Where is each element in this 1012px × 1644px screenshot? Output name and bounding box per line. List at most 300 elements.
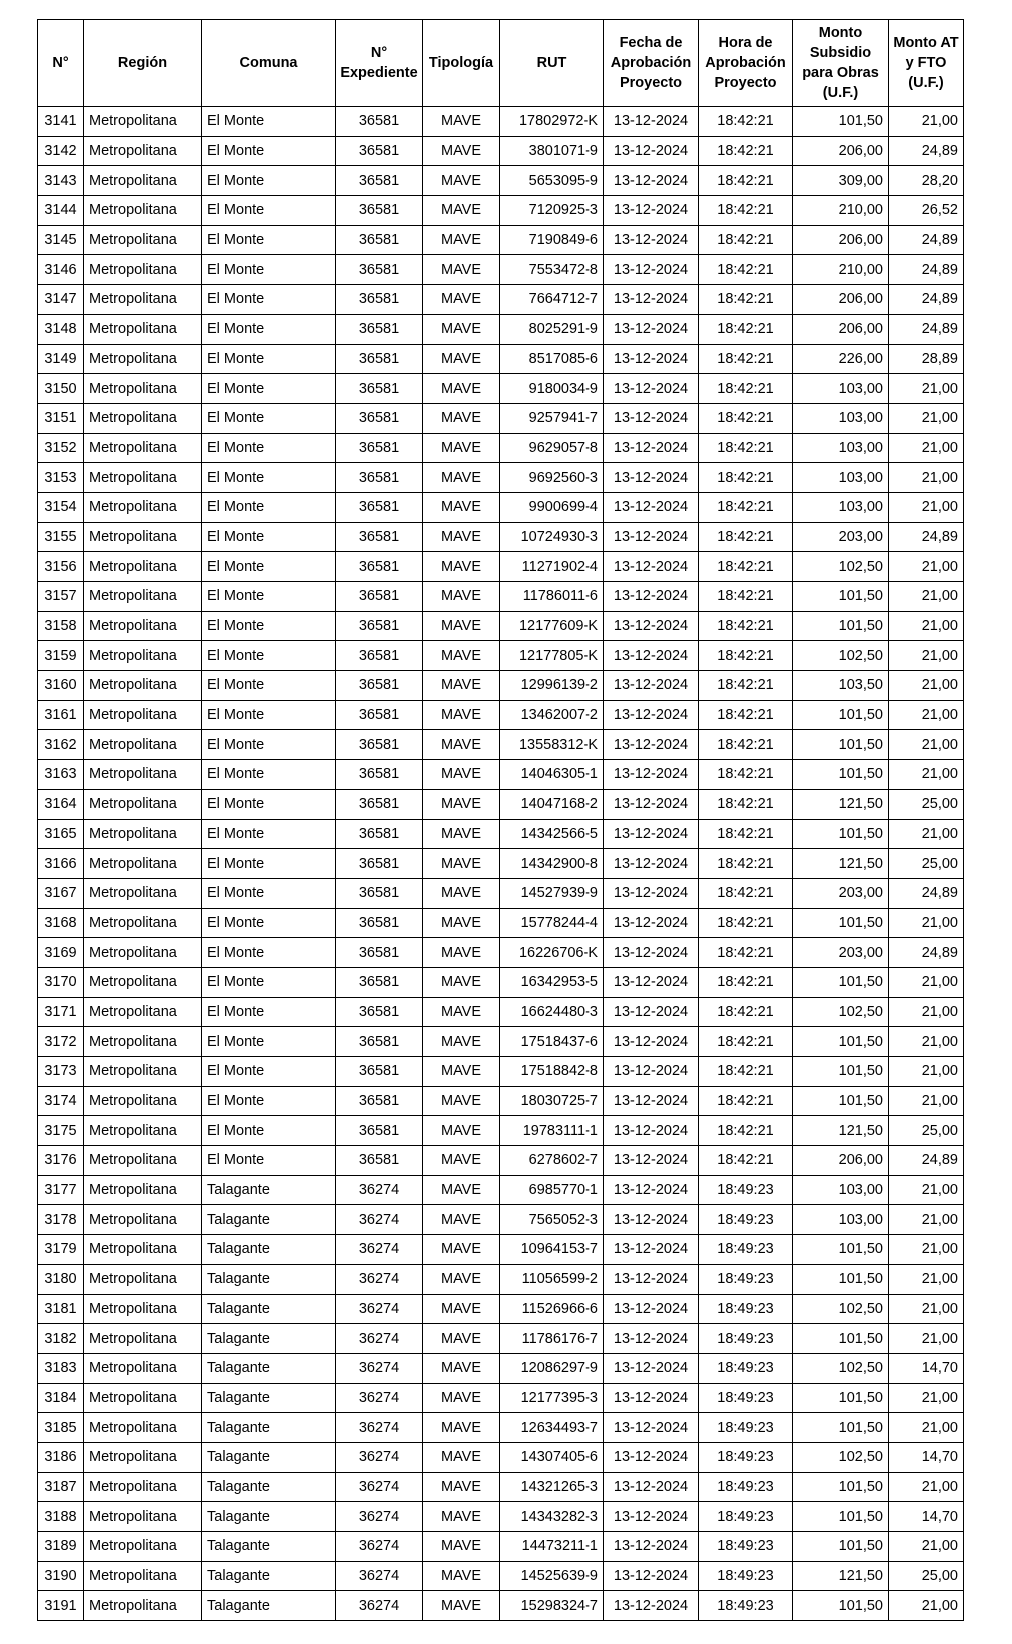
cell-hora: 18:49:23: [699, 1502, 793, 1532]
table-row: [38, 611, 964, 641]
cell-hora: 18:42:21: [699, 225, 793, 255]
cell-monto-obras: 101,50: [793, 908, 889, 938]
cell-rut: 15298324-7: [500, 1591, 604, 1621]
cell-hora: 18:42:21: [699, 700, 793, 730]
cell-rut: 17518842-8: [500, 1057, 604, 1087]
cell-tipologia: MAVE: [423, 1591, 500, 1621]
cell-numero: 3159: [38, 641, 84, 671]
cell-expediente: 36581: [336, 552, 423, 582]
cell-fecha: 13-12-2024: [604, 552, 699, 582]
cell-fecha: 13-12-2024: [604, 1591, 699, 1621]
cell-hora: 18:42:21: [699, 849, 793, 879]
cell-monto-obras: 101,50: [793, 730, 889, 760]
cell-tipologia: MAVE: [423, 285, 500, 315]
cell-monto-obras: 206,00: [793, 136, 889, 166]
cell-region: Metropolitana: [84, 433, 202, 463]
cell-comuna: El Monte: [202, 552, 336, 582]
table-row: [38, 1175, 964, 1205]
cell-monto-at-fto: 14,70: [889, 1353, 964, 1383]
cell-monto-at-fto: 24,89: [889, 938, 964, 968]
cell-monto-obras: 210,00: [793, 255, 889, 285]
cell-numero: 3155: [38, 522, 84, 552]
cell-region: Metropolitana: [84, 344, 202, 374]
cell-monto-at-fto: 24,89: [889, 878, 964, 908]
header-row: [38, 20, 964, 107]
cell-monto-obras: 121,50: [793, 1116, 889, 1146]
cell-fecha: 13-12-2024: [604, 1324, 699, 1354]
cell-tipologia: MAVE: [423, 1353, 500, 1383]
cell-fecha: 13-12-2024: [604, 1057, 699, 1087]
table-row: [38, 938, 964, 968]
cell-monto-at-fto: 28,20: [889, 166, 964, 196]
cell-region: Metropolitana: [84, 938, 202, 968]
cell-monto-at-fto: 21,00: [889, 1294, 964, 1324]
cell-monto-obras: 103,00: [793, 403, 889, 433]
cell-hora: 18:42:21: [699, 285, 793, 315]
cell-monto-obras: 102,50: [793, 552, 889, 582]
cell-fecha: 13-12-2024: [604, 1146, 699, 1176]
cell-tipologia: MAVE: [423, 1205, 500, 1235]
cell-monto-at-fto: 21,00: [889, 1532, 964, 1562]
cell-expediente: 36581: [336, 1116, 423, 1146]
cell-hora: 18:42:21: [699, 344, 793, 374]
cell-tipologia: MAVE: [423, 1057, 500, 1087]
cell-monto-at-fto: 24,89: [889, 522, 964, 552]
cell-monto-obras: 101,50: [793, 700, 889, 730]
cell-monto-at-fto: 21,00: [889, 1057, 964, 1087]
cell-comuna: El Monte: [202, 1027, 336, 1057]
cell-numero: 3170: [38, 967, 84, 997]
cell-fecha: 13-12-2024: [604, 403, 699, 433]
cell-comuna: El Monte: [202, 285, 336, 315]
cell-region: Metropolitana: [84, 374, 202, 404]
cell-rut: 7664712-7: [500, 285, 604, 315]
cell-comuna: Talagante: [202, 1442, 336, 1472]
cell-fecha: 13-12-2024: [604, 1235, 699, 1265]
cell-fecha: 13-12-2024: [604, 374, 699, 404]
header-hora: Hora de Aprobación Proyecto: [699, 20, 793, 107]
cell-fecha: 13-12-2024: [604, 463, 699, 493]
cell-monto-obras: 101,50: [793, 1383, 889, 1413]
cell-expediente: 36581: [336, 671, 423, 701]
cell-region: Metropolitana: [84, 136, 202, 166]
cell-expediente: 36581: [336, 285, 423, 315]
cell-monto-obras: 103,50: [793, 671, 889, 701]
cell-rut: 13558312-K: [500, 730, 604, 760]
cell-region: Metropolitana: [84, 285, 202, 315]
cell-monto-obras: 103,00: [793, 492, 889, 522]
cell-region: Metropolitana: [84, 463, 202, 493]
cell-fecha: 13-12-2024: [604, 285, 699, 315]
cell-expediente: 36581: [336, 166, 423, 196]
cell-comuna: Talagante: [202, 1591, 336, 1621]
cell-hora: 18:49:23: [699, 1413, 793, 1443]
cell-rut: 14527939-9: [500, 878, 604, 908]
cell-region: Metropolitana: [84, 582, 202, 612]
cell-fecha: 13-12-2024: [604, 1205, 699, 1235]
cell-tipologia: MAVE: [423, 1146, 500, 1176]
cell-rut: 15778244-4: [500, 908, 604, 938]
table-row: [38, 1057, 964, 1087]
cell-region: Metropolitana: [84, 700, 202, 730]
cell-tipologia: MAVE: [423, 1175, 500, 1205]
cell-expediente: 36274: [336, 1413, 423, 1443]
cell-region: Metropolitana: [84, 314, 202, 344]
cell-numero: 3145: [38, 225, 84, 255]
cell-fecha: 13-12-2024: [604, 1383, 699, 1413]
cell-rut: 16624480-3: [500, 997, 604, 1027]
cell-comuna: El Monte: [202, 107, 336, 137]
cell-monto-at-fto: 25,00: [889, 1116, 964, 1146]
cell-monto-at-fto: 21,00: [889, 611, 964, 641]
header-region: Región: [84, 20, 202, 107]
cell-monto-obras: 121,50: [793, 789, 889, 819]
cell-hora: 18:49:23: [699, 1264, 793, 1294]
cell-fecha: 13-12-2024: [604, 760, 699, 790]
cell-monto-at-fto: 21,00: [889, 671, 964, 701]
cell-tipologia: MAVE: [423, 938, 500, 968]
cell-region: Metropolitana: [84, 760, 202, 790]
cell-monto-obras: 101,50: [793, 1086, 889, 1116]
cell-comuna: Talagante: [202, 1175, 336, 1205]
cell-comuna: El Monte: [202, 1057, 336, 1087]
cell-tipologia: MAVE: [423, 700, 500, 730]
cell-tipologia: MAVE: [423, 492, 500, 522]
cell-fecha: 13-12-2024: [604, 1413, 699, 1443]
cell-hora: 18:42:21: [699, 819, 793, 849]
cell-tipologia: MAVE: [423, 849, 500, 879]
cell-tipologia: MAVE: [423, 107, 500, 137]
table-row: [38, 1294, 964, 1324]
cell-region: Metropolitana: [84, 1086, 202, 1116]
cell-expediente: 36274: [336, 1353, 423, 1383]
subsidy-table: [37, 19, 964, 1621]
cell-monto-at-fto: 21,00: [889, 374, 964, 404]
cell-expediente: 36581: [336, 641, 423, 671]
cell-hora: 18:49:23: [699, 1383, 793, 1413]
cell-expediente: 36581: [336, 938, 423, 968]
cell-monto-at-fto: 24,89: [889, 136, 964, 166]
cell-fecha: 13-12-2024: [604, 314, 699, 344]
cell-rut: 11786011-6: [500, 582, 604, 612]
table-row: [38, 463, 964, 493]
cell-region: Metropolitana: [84, 225, 202, 255]
cell-monto-obras: 102,50: [793, 1442, 889, 1472]
cell-expediente: 36581: [336, 196, 423, 226]
table-row: [38, 997, 964, 1027]
cell-fecha: 13-12-2024: [604, 522, 699, 552]
cell-monto-obras: 101,50: [793, 1591, 889, 1621]
cell-fecha: 13-12-2024: [604, 1472, 699, 1502]
cell-fecha: 13-12-2024: [604, 582, 699, 612]
cell-expediente: 36581: [336, 760, 423, 790]
cell-fecha: 13-12-2024: [604, 196, 699, 226]
cell-hora: 18:42:21: [699, 582, 793, 612]
cell-region: Metropolitana: [84, 1561, 202, 1591]
cell-numero: 3166: [38, 849, 84, 879]
cell-region: Metropolitana: [84, 1532, 202, 1562]
cell-numero: 3178: [38, 1205, 84, 1235]
cell-comuna: Talagante: [202, 1413, 336, 1443]
cell-hora: 18:49:23: [699, 1294, 793, 1324]
cell-fecha: 13-12-2024: [604, 997, 699, 1027]
cell-monto-at-fto: 21,00: [889, 492, 964, 522]
cell-monto-obras: 121,50: [793, 849, 889, 879]
cell-hora: 18:42:21: [699, 403, 793, 433]
cell-numero: 3174: [38, 1086, 84, 1116]
cell-monto-at-fto: 21,00: [889, 1413, 964, 1443]
cell-hora: 18:42:21: [699, 997, 793, 1027]
cell-tipologia: MAVE: [423, 1502, 500, 1532]
cell-monto-at-fto: 25,00: [889, 1561, 964, 1591]
table-row: [38, 492, 964, 522]
cell-rut: 14342566-5: [500, 819, 604, 849]
cell-numero: 3161: [38, 700, 84, 730]
cell-numero: 3183: [38, 1353, 84, 1383]
cell-monto-obras: 102,50: [793, 1294, 889, 1324]
cell-monto-at-fto: 21,00: [889, 819, 964, 849]
table-row: [38, 1116, 964, 1146]
cell-numero: 3156: [38, 552, 84, 582]
cell-numero: 3179: [38, 1235, 84, 1265]
cell-tipologia: MAVE: [423, 641, 500, 671]
cell-numero: 3173: [38, 1057, 84, 1087]
cell-monto-obras: 206,00: [793, 285, 889, 315]
cell-monto-at-fto: 28,89: [889, 344, 964, 374]
cell-monto-at-fto: 21,00: [889, 730, 964, 760]
cell-hora: 18:42:21: [699, 611, 793, 641]
cell-comuna: El Monte: [202, 967, 336, 997]
cell-monto-obras: 101,50: [793, 1235, 889, 1265]
cell-comuna: Talagante: [202, 1502, 336, 1532]
cell-tipologia: MAVE: [423, 552, 500, 582]
cell-expediente: 36581: [336, 582, 423, 612]
cell-monto-at-fto: 26,52: [889, 196, 964, 226]
cell-expediente: 36274: [336, 1383, 423, 1413]
table-row: [38, 1353, 964, 1383]
cell-rut: 8517085-6: [500, 344, 604, 374]
table-row: [38, 403, 964, 433]
cell-region: Metropolitana: [84, 1027, 202, 1057]
cell-monto-at-fto: 21,00: [889, 997, 964, 1027]
cell-region: Metropolitana: [84, 107, 202, 137]
cell-comuna: Talagante: [202, 1264, 336, 1294]
cell-expediente: 36581: [336, 789, 423, 819]
table-row: [38, 344, 964, 374]
cell-numero: 3164: [38, 789, 84, 819]
cell-rut: 9692560-3: [500, 463, 604, 493]
cell-region: Metropolitana: [84, 1146, 202, 1176]
cell-hora: 18:42:21: [699, 1057, 793, 1087]
table-row: [38, 789, 964, 819]
cell-expediente: 36581: [336, 611, 423, 641]
cell-numero: 3152: [38, 433, 84, 463]
cell-numero: 3157: [38, 582, 84, 612]
cell-numero: 3143: [38, 166, 84, 196]
cell-fecha: 13-12-2024: [604, 1086, 699, 1116]
cell-rut: 12996139-2: [500, 671, 604, 701]
cell-expediente: 36581: [336, 403, 423, 433]
cell-monto-obras: 203,00: [793, 878, 889, 908]
cell-hora: 18:42:21: [699, 196, 793, 226]
cell-expediente: 36274: [336, 1235, 423, 1265]
table-row: [38, 1205, 964, 1235]
cell-comuna: El Monte: [202, 492, 336, 522]
cell-comuna: El Monte: [202, 938, 336, 968]
cell-expediente: 36274: [336, 1502, 423, 1532]
table-row: [38, 967, 964, 997]
cell-monto-obras: 206,00: [793, 225, 889, 255]
cell-monto-obras: 203,00: [793, 938, 889, 968]
cell-hora: 18:49:23: [699, 1324, 793, 1354]
cell-monto-at-fto: 21,00: [889, 1027, 964, 1057]
cell-tipologia: MAVE: [423, 522, 500, 552]
cell-numero: 3141: [38, 107, 84, 137]
cell-rut: 17518437-6: [500, 1027, 604, 1057]
cell-expediente: 36581: [336, 344, 423, 374]
cell-rut: 9629057-8: [500, 433, 604, 463]
header-tipologia: Tipología: [423, 20, 500, 107]
cell-rut: 19783111-1: [500, 1116, 604, 1146]
cell-fecha: 13-12-2024: [604, 849, 699, 879]
cell-monto-obras: 101,50: [793, 1532, 889, 1562]
cell-fecha: 13-12-2024: [604, 700, 699, 730]
cell-monto-obras: 206,00: [793, 1146, 889, 1176]
cell-rut: 18030725-7: [500, 1086, 604, 1116]
cell-monto-at-fto: 25,00: [889, 849, 964, 879]
table-header: [38, 20, 964, 107]
cell-monto-obras: 101,50: [793, 1324, 889, 1354]
table-row: [38, 908, 964, 938]
cell-comuna: Talagante: [202, 1294, 336, 1324]
cell-fecha: 13-12-2024: [604, 730, 699, 760]
cell-region: Metropolitana: [84, 1235, 202, 1265]
cell-numero: 3148: [38, 314, 84, 344]
cell-comuna: El Monte: [202, 403, 336, 433]
cell-rut: 7120925-3: [500, 196, 604, 226]
cell-expediente: 36274: [336, 1561, 423, 1591]
cell-monto-at-fto: 21,00: [889, 403, 964, 433]
cell-fecha: 13-12-2024: [604, 938, 699, 968]
cell-expediente: 36581: [336, 1086, 423, 1116]
table-row: [38, 1086, 964, 1116]
cell-monto-at-fto: 14,70: [889, 1442, 964, 1472]
cell-tipologia: MAVE: [423, 136, 500, 166]
cell-comuna: El Monte: [202, 255, 336, 285]
cell-rut: 11056599-2: [500, 1264, 604, 1294]
cell-comuna: El Monte: [202, 1146, 336, 1176]
cell-region: Metropolitana: [84, 492, 202, 522]
cell-fecha: 13-12-2024: [604, 1532, 699, 1562]
cell-expediente: 36581: [336, 463, 423, 493]
cell-region: Metropolitana: [84, 1175, 202, 1205]
table-row: [38, 433, 964, 463]
cell-rut: 7553472-8: [500, 255, 604, 285]
cell-fecha: 13-12-2024: [604, 1294, 699, 1324]
cell-hora: 18:49:23: [699, 1442, 793, 1472]
cell-rut: 16226706-K: [500, 938, 604, 968]
cell-comuna: El Monte: [202, 700, 336, 730]
cell-monto-obras: 103,00: [793, 1205, 889, 1235]
cell-comuna: El Monte: [202, 849, 336, 879]
table-row: [38, 1591, 964, 1621]
cell-tipologia: MAVE: [423, 374, 500, 404]
cell-expediente: 36581: [336, 1057, 423, 1087]
cell-fecha: 13-12-2024: [604, 611, 699, 641]
cell-monto-obras: 203,00: [793, 522, 889, 552]
cell-fecha: 13-12-2024: [604, 908, 699, 938]
cell-tipologia: MAVE: [423, 1442, 500, 1472]
cell-region: Metropolitana: [84, 967, 202, 997]
cell-fecha: 13-12-2024: [604, 641, 699, 671]
cell-rut: 7565052-3: [500, 1205, 604, 1235]
cell-comuna: El Monte: [202, 314, 336, 344]
cell-expediente: 36581: [336, 136, 423, 166]
cell-numero: 3149: [38, 344, 84, 374]
cell-hora: 18:42:21: [699, 1116, 793, 1146]
cell-numero: 3191: [38, 1591, 84, 1621]
cell-rut: 16342953-5: [500, 967, 604, 997]
cell-expediente: 36581: [336, 908, 423, 938]
table-row: [38, 819, 964, 849]
cell-fecha: 13-12-2024: [604, 433, 699, 463]
cell-rut: 14473211-1: [500, 1532, 604, 1562]
cell-rut: 14343282-3: [500, 1502, 604, 1532]
cell-tipologia: MAVE: [423, 760, 500, 790]
table-body: [38, 107, 964, 1621]
table-row: [38, 107, 964, 137]
cell-fecha: 13-12-2024: [604, 1502, 699, 1532]
cell-tipologia: MAVE: [423, 1413, 500, 1443]
cell-tipologia: MAVE: [423, 463, 500, 493]
header-monto-at-fto: Monto AT y FTO (U.F.): [889, 20, 964, 107]
cell-rut: 11271902-4: [500, 552, 604, 582]
cell-region: Metropolitana: [84, 255, 202, 285]
cell-tipologia: MAVE: [423, 789, 500, 819]
header-comuna: Comuna: [202, 20, 336, 107]
table-row: [38, 878, 964, 908]
cell-monto-obras: 101,50: [793, 611, 889, 641]
cell-region: Metropolitana: [84, 878, 202, 908]
cell-fecha: 13-12-2024: [604, 1442, 699, 1472]
cell-numero: 3181: [38, 1294, 84, 1324]
cell-fecha: 13-12-2024: [604, 492, 699, 522]
table-row: [38, 285, 964, 315]
cell-monto-obras: 103,00: [793, 374, 889, 404]
cell-rut: 12177805-K: [500, 641, 604, 671]
cell-monto-obras: 101,50: [793, 1027, 889, 1057]
cell-hora: 18:42:21: [699, 552, 793, 582]
cell-hora: 18:49:23: [699, 1561, 793, 1591]
cell-tipologia: MAVE: [423, 1472, 500, 1502]
cell-comuna: El Monte: [202, 878, 336, 908]
cell-region: Metropolitana: [84, 196, 202, 226]
header-fecha: Fecha de Aprobación Proyecto: [604, 20, 699, 107]
cell-comuna: El Monte: [202, 611, 336, 641]
cell-numero: 3151: [38, 403, 84, 433]
cell-expediente: 36274: [336, 1205, 423, 1235]
cell-tipologia: MAVE: [423, 1264, 500, 1294]
cell-fecha: 13-12-2024: [604, 107, 699, 137]
cell-expediente: 36581: [336, 997, 423, 1027]
cell-numero: 3188: [38, 1502, 84, 1532]
cell-hora: 18:42:21: [699, 938, 793, 968]
cell-numero: 3180: [38, 1264, 84, 1294]
cell-monto-at-fto: 21,00: [889, 1086, 964, 1116]
cell-monto-obras: 102,50: [793, 641, 889, 671]
cell-monto-obras: 102,50: [793, 997, 889, 1027]
table-row: [38, 522, 964, 552]
